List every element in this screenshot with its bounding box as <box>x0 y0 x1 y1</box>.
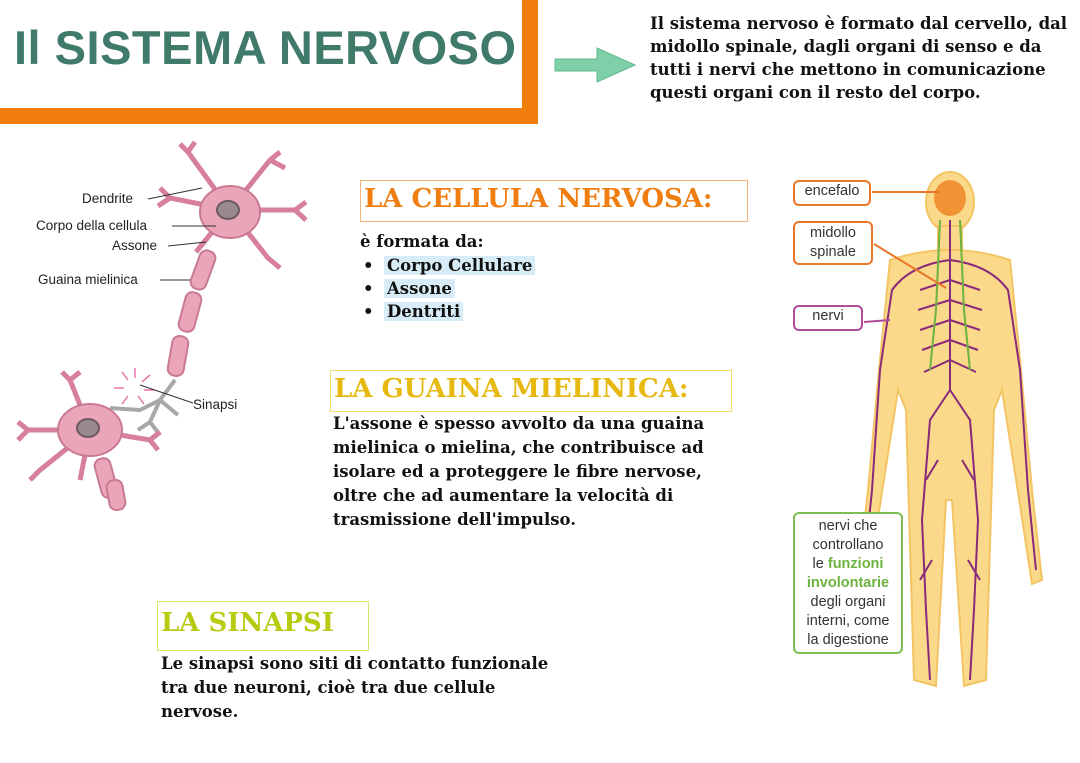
myelin-heading: LA GUAINA MIELINICA: <box>330 370 732 412</box>
label-spinal-cord: midollo spinale <box>793 221 873 265</box>
cell-component-list <box>360 254 535 323</box>
neuron-illustration <box>10 140 310 520</box>
label-dendrite: Dendrite <box>82 191 134 206</box>
label-myelin: Guaina mielinica <box>38 272 138 287</box>
myelin-text: L'assone è spesso avvolto da una guaina mielinica o mielina, che contribuisce ad isolare ed a proteggere le fibre nervose, oltre che ad aumentare la velocità di trasmissione dell'impulso. <box>333 414 705 529</box>
intro-text: Il sistema nervoso è formato dal cervello, dal midollo spinale, dagli organi di senso e da tutti i nervi che mettono in comunicazione questi organi con il resto del corpo. <box>650 14 1068 102</box>
label-cell-body: Corpo della cellula <box>36 218 148 233</box>
label-encephalon: encefalo <box>793 180 871 206</box>
arrow-right-icon <box>553 46 639 84</box>
synapse-text: Le sinapsi sono siti di contatto funzionale tra due neuroni, cioè tra due cellule nervose. <box>161 654 549 721</box>
label-involuntary-nerves: nervi che controllano le funzioni involontarie degli organi interni, come la digestione <box>793 512 903 654</box>
label-axon: Assone <box>112 238 158 253</box>
list-item: • Corpo Cellulare <box>360 254 535 277</box>
page-title: Il SISTEMA NERVOSO <box>14 21 517 74</box>
cell-heading: LA CELLULA NERVOSA: <box>360 180 748 222</box>
list-item: • Assone <box>360 277 535 300</box>
label-synapse: Sinapsi <box>193 397 238 412</box>
label-nerves: nervi <box>793 305 863 331</box>
list-item: • Dentriti <box>360 300 535 323</box>
synapse-heading: LA SINAPSI <box>157 601 369 651</box>
cell-intro: è formata da: <box>360 232 484 251</box>
